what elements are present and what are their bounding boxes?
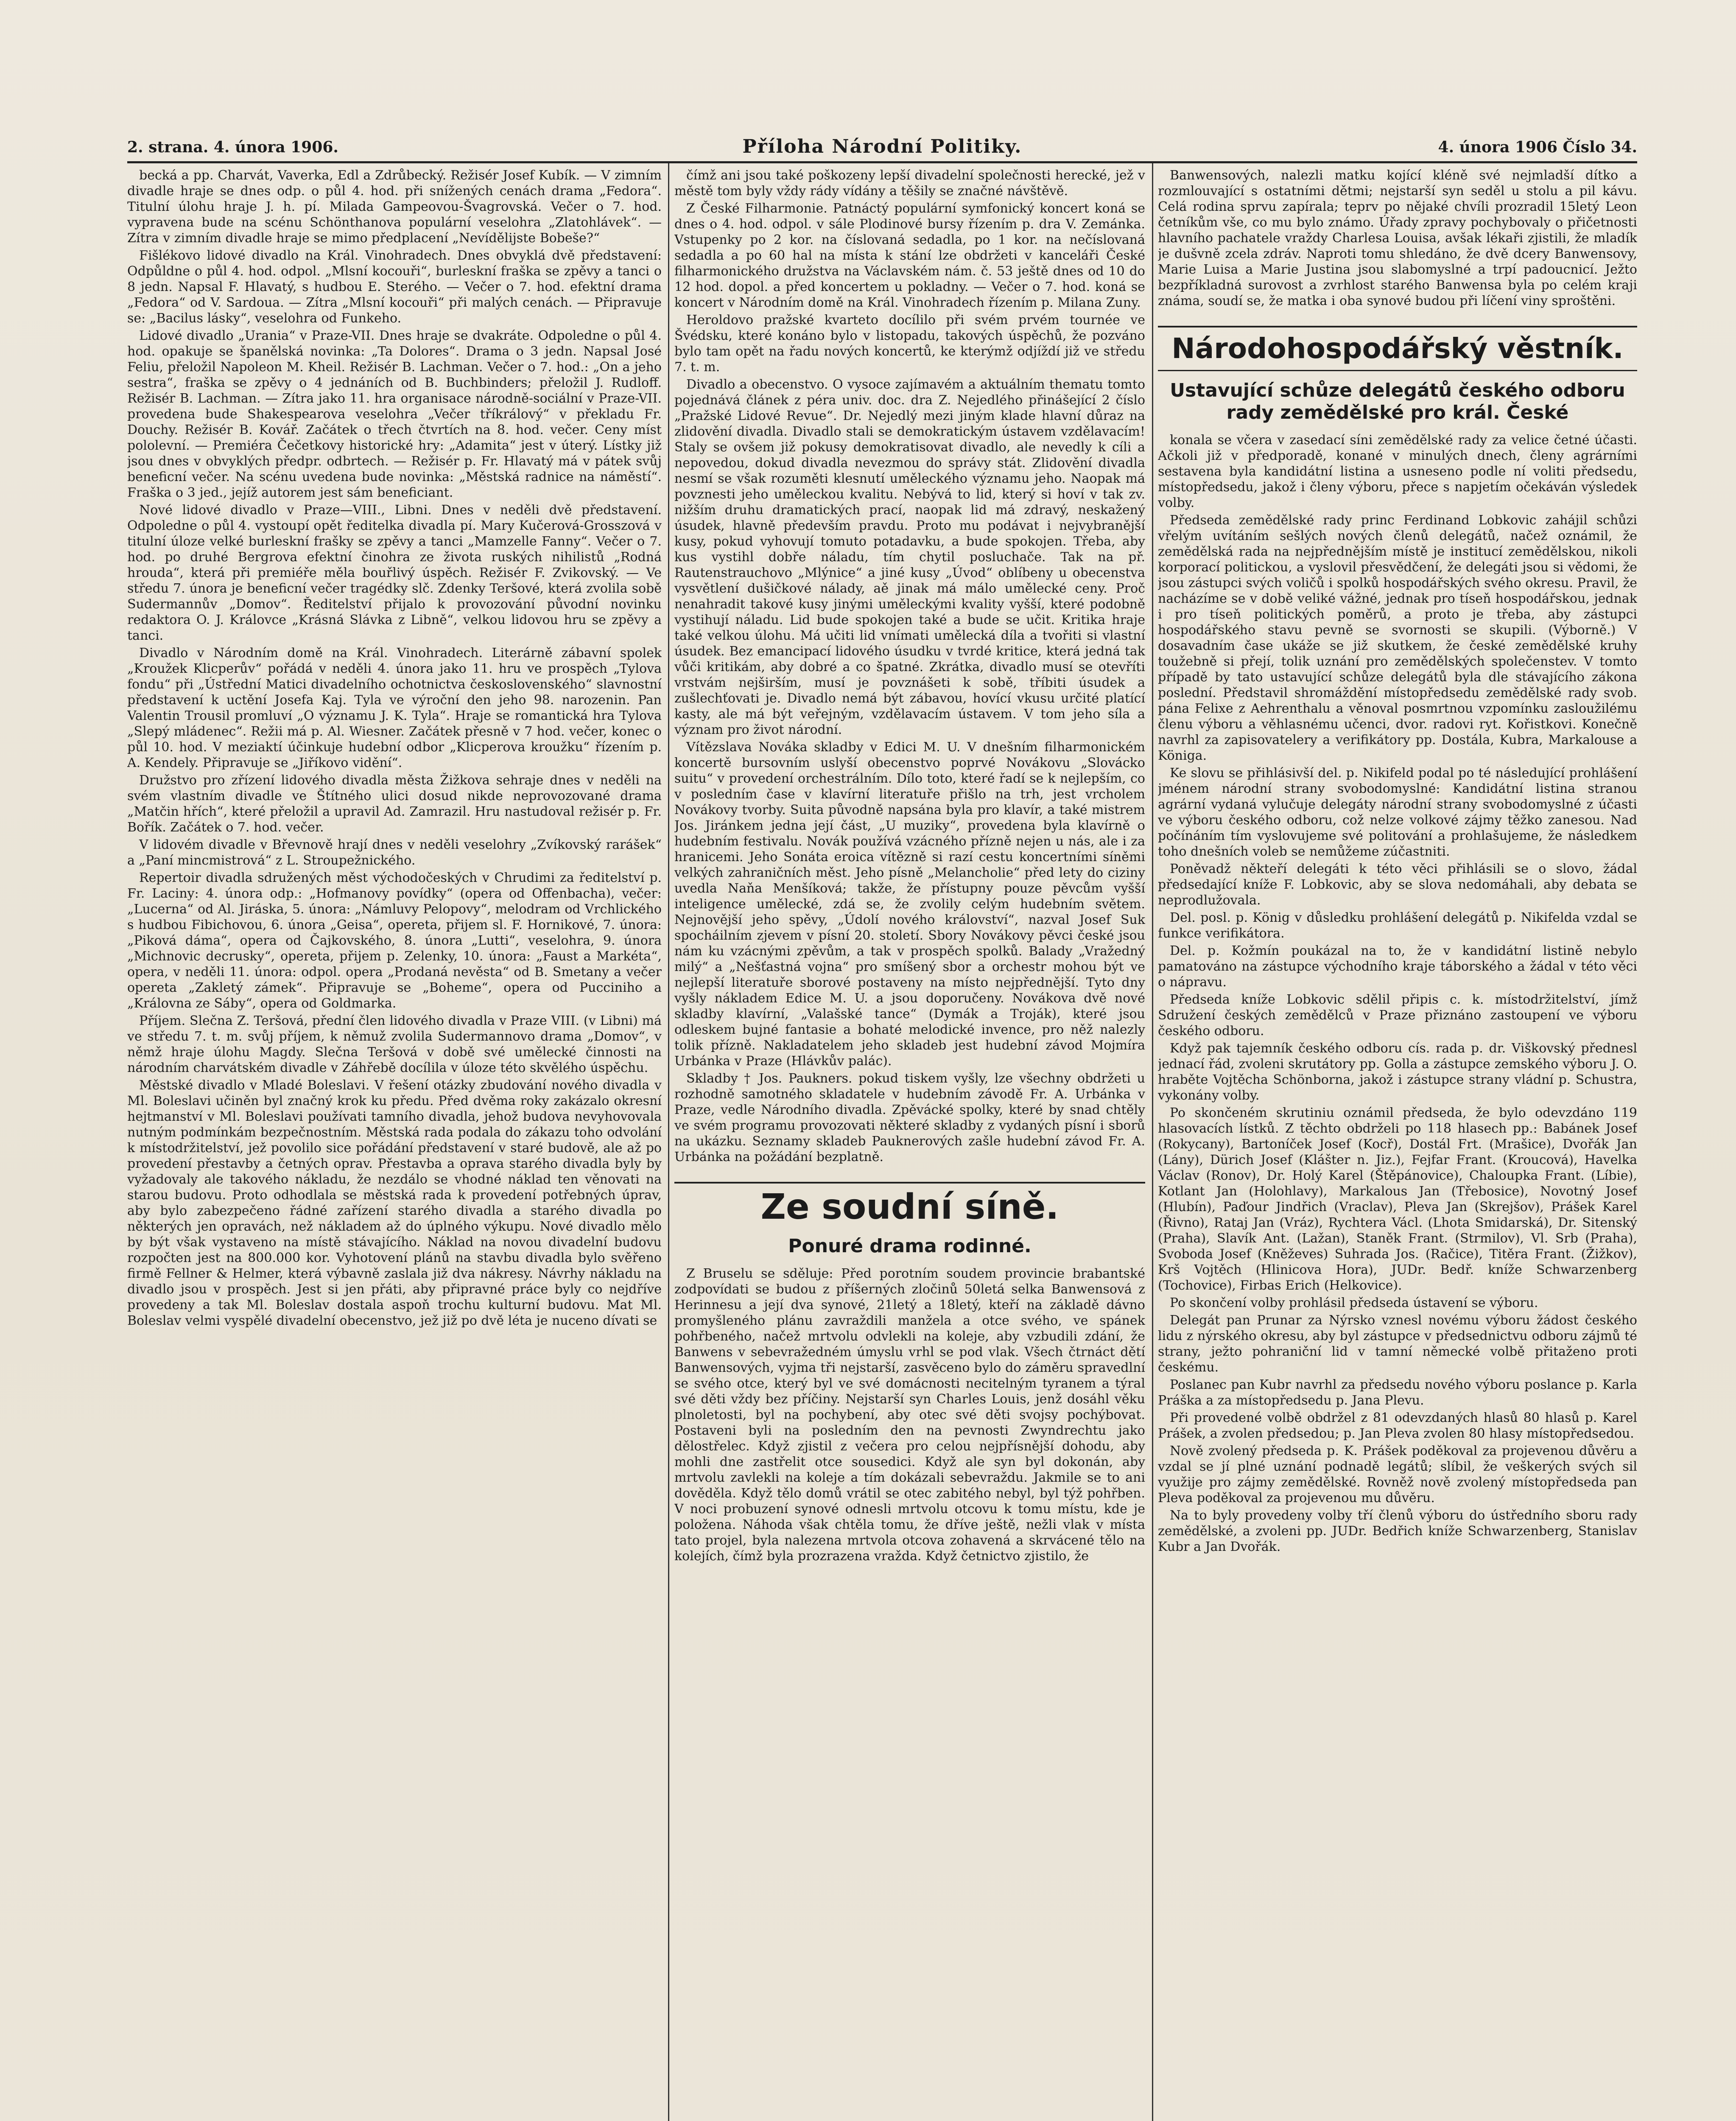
article-paragraph: Předseda zemědělské rady princ Ferdinand Lobkovic zahájil schůzi vřelým uvítáním sešlých nových členů delegátů, načež oznámil, že zemědělská rada na nejpřednějším místě je institucí zemědělskou, nikoli korporací politickou, a vyslovil přesvědčení, že delegáti jsou si vědomi, že jsou zástupci svých voličů i spolků hospodářských svého okresu. Pravil, že nacházíme se v době veliké vážné, jednak pro tíseň hospodářskou, jednak i pro tíseň politických poměrů, a proto je třeba, aby zástupci hospodářského stavu pevně se svornosti se skupili. (Výborně.) V dosavadním čase ukáže se již skutkem, že české zemědělské kruhy toužebně si přejí, tolik uznání pro zemědělských společenstev. V tomto případě by tato ustavující schůze delegátů byla dle stávajícího zákona poslední. Představil shromáždění místopředsedu zemědělské rady svob. pána Felixe z Aehrenthalu a věnoval posmrtnou vzpomínku zasloužilému členu výboru a věhlasnému učenci, dvor. radovi ryt. Kořistkovi. Konečně navrhl za zapisovatelery a verifikátory pp. Dostála, Kubra, Markalouse a Königa. (1158, 513, 1637, 763)
article-paragraph: Poněvadž někteří delegáti k této věci přihlásili se o slovo, žádal předsedající kníže F. Lobkovic, aby se slova nedomáhali, aby debata se neprodlužovala. (1158, 862, 1637, 908)
article-paragraph: Příjem. Slečna Z. Teršová, přední člen lidového divadla v Praze VIII. (v Libni) má ve středu 7. t. m. svůj příjem, k němuž zvolila Sudermannovo drama „Domov“, v němž hraje úlohu Magdy. Slečna Teršová v době své umělecké činnosti na národním charvátském divadle v Záhřebě docílila v úloze této skvělého úspěchu. (127, 1013, 662, 1075)
column-divider (668, 163, 669, 2121)
column-1 (127, 168, 662, 2121)
economic-article-subhead: Ustavující schůze delegátů českého odboru rady zemědělské pro král. České (1170, 380, 1625, 423)
article-paragraph: Z České Filharmonie. Patnáctý populární symfonický koncert koná se dnes o 4. hod. odpol. v sále Plodinové bursy řízením p. dra V. Zemánka. Vstupenky po 2 kor. na číslovaná sedadla, po 1 kor. na nečíslovaná sedadla a po 60 hal na místa k stání lze obdržeti v kanceláři České filharmonického družstva na Václavském nám. č. 53 ještě dnes od 10 do 12 hod. dopol. a před koncertem u pokladny. — Večer o 7. hod. koná se koncert v Národním domě na Král. Vinohradech řízením p. Milana Zuny. (674, 201, 1145, 310)
article-paragraph: Nové lidové divadlo v Praze—VIII., Libni. Dnes v neděli dvě představení. Odpoledne o půl 4. vystoupí opět ředitelka divadla pí. Mary Kučerová-Grosszová v titulní úloze velké burleskní frašky se zpěvy a tanci „Mamzelle Fanny“. Večer o 7. hod. po druhé Bergrova efektní činohra ze života ruských nihilistů „Rodná hrouda“, která při premiéře měla bouřlivý úspěch. Režisér F. Zvikovský. — Ve středu 7. února je beneficní večer tragédky slč. Zdenky Teršové, která zvolila sobě Sudermannův „Domov“. Ředitelství přijalo k provozování původní novinku redaktora O. J. Královce „Krásná Slávka z Libně“, velkou lidovou hru se zpěvy a tanci. (127, 503, 662, 643)
article-paragraph: Vítězslava Nováka skladby v Edici M. U. V dnešním filharmonickém koncertě bursovním uslyší obecenstvo poprvé Novákovu „Slovácko suitu“ v provedení orchestrálním. Dílo toto, které řadí se k nejlepším, co v posledním čase v klavírní literatuře přišlo na trh, jest vrcholem Novákovy tvorby. Suita původně napsána byla pro klavír, a také mistrem Jos. Jiránkem jedna její část, „U muziky“, provedena byla klavírně o hudebním festivalu. Novák používá vzácného přízně nejen u nás, ale i za hranicemi. Jeho Sonáta eroica vítězně si razí cestu koncertními síněmi velkých zahraničních měst. Jeho písně „Melancholie“ před lety do ciziny uvedla Naňa Menšíková; takže, že přístupny pouze pěvcům vyšší inteligence umělecké, zdá se, že zvolily celým hudebním světem. Nejnovější jeho spěvy, „Údolí nového království“, nazval Josef Suk spocháilním zjevem v písní 20. století. Sbory Novákovy pěvci české jsou nám ku vzácnými zpěvům, a tak v prospěch spolků. Balady „Vražedný milý“ a „Nešťastná vojna“ pro smíšený sbor a orchestr mohou být ve nejlepší literatuře sborové postaveny na místo nejpřednější. Tyto dny vyšly nákladem Edice M. U. a jsou doporučeny. Novákova dvě nové skladby klavírní, „Valašské tance“ (Dymák a Troják), které jsou odleskem bujné fantasie a bohaté melodické invence, pro něž nalezly tolik přízně. Nakladatelem jeho skladeb jest hudební závod Mojmíra Urbánka v Praze (Hlávkův palác). (674, 740, 1145, 1069)
article-paragraph: Když pak tajemník českého odboru cís. rada p. dr. Viškovský přednesl jednací řád, zvoleni skrutátory pp. Golla a zástupce zemského výboru J. O. hraběte Vojtěcha Schönborna, jakož i zástupce strany vládní p. Schustra, vykonány volby. (1158, 1041, 1637, 1103)
header-rule (127, 161, 1637, 163)
article-paragraph: Z Bruselu se sděluje: Před porotním soudem provincie brabantské zodpovídati se budou z příšerných zločinů 50letá selka Banwensová z Herinnesu a její dva synové, 21letý a 18letý, kteří na základě dávno promyšleného plánu zavraždili manžela a otce svého, ve spánek pohřbeného, načež mrtvolu odvlekli na koleje, aby vzbudili zdání, že Banwens v sebevražedném úmyslu vrhl se pod vlak. Všech čtrnáct dětí Banwensových, vyjma tři nejstarší, zasvěceno bylo do záměru spravedlní se svého otce, který byl ve své domácnosti necitelným tyranem a týral své děti vždy bez příčiny. Nejstarší syn Charles Louis, jenž dosáhl věku plnoletosti, byl na pochybení, aby otec své děti svojsy pochýbovat. Postaveni byli na posledním den na pevnosti Zwyndrechtu jako dělostřelec. Když zjistil z večera pro celou nejpřísnější dohodu, aby mohli dne zastřelit otce sousedici. Když ale syn byl dokonán, aby mrtvolu zavlekli na koleje a tím dokázali sebevraždu. Jakmile se to ani dověděla. Když tělo domů vrátil se otec zabitého nebyl, byl týž pohřben. V noci probuzení synové odnesli mrtvolu otcovu k tomu místu, kde je položena. Náhoda však chtěla tomu, že dříve ještě, nežli vlak v místa tato projel, byla nalezena mrtvola otcova zohavená a skrvácené tělo na kolejích, čímž byla prozrazena vražda. Když četnictvo zjistilo, že (674, 1266, 1145, 1564)
column-divider (1152, 163, 1153, 2121)
economic-section-heading: Národohospodářský věstník. (1158, 326, 1637, 371)
article-paragraph: Del. posl. p. König v důsledku prohlášení delegátů p. Nikifelda vzdal se funkce verifikátora. (1158, 910, 1637, 941)
article-paragraph: Na to byly provedeny volby tří členů výboru do ústředního sboru rady zemědělské, a zvoleni pp. JUDr. Bedřich kníže Schwarzenberg, Stanislav Kubr a Jan Dvořák. (1158, 1508, 1637, 1554)
article-paragraph: Divadlo v Národním domě na Král. Vinohradech. Literárně zábavní spolek „Kroužek Klicperův“ pořádá v neděli 4. února jako 11. hru ve prospěch „Tylova fondu“ při „Ústřední Matici divadelního ochotnictva československého“ slavnostní představení k uctění Josefa Kaj. Tyla ve výroční den jeho 98. narozenin. Pan Valentin Trousil promluví „O významu J. K. Tyla“. Hraje se romantická hra Tylova „Slepý mládenec“. Režii má p. Al. Wiesner. Začátek přesně v 7 hod. večer, konec o půl 10. hod. V meziaktí účinkuje hudební odbor „Klicperova kroužku“ řízením p. A. Kendely. Připravuje se „Jiříkovo vidění“. (127, 646, 662, 770)
article-paragraph: becká a pp. Charvát, Vaverka, Edl a Zdrůbecký. Režisér Josef Kubík. — V zimním divadle hraje se dnes odp. o půl 4. hod. při snížených cenách drama „Fedora“. Titulní úlohu hraje J. h. pí. Milada Gampeovou-Švagrovská. Večer o 7. hod. vypravena bude na scénu Schönthanova populární veselohra „Zlatohlávek“. — Zítra v zimním divadle hraje se mimo předplacení „Nevídělijste Bobeše?“ (127, 168, 662, 246)
article-paragraph: Fišlékovo lidové divadlo na Král. Vinohradech. Dnes obvyklá dvě představení: Odpůldne o půl 4. hod. odpol. „Mlsní kocouři“, burleskní fraška se zpěvy a tanci o 8 jedn. Napsal F. Hlavatý, s hudbou E. Sterého. — Večer o 7. hod. efektní drama „Fedora“ od V. Sardoua. — Zítra „Mlsní kocouři“ při malých cenách. — Připravuje se: „Bacilus lásky“, veselohra od Funkeho. (127, 248, 662, 326)
article-paragraph: Del. p. Kožmín poukázal na to, že v kandidátní listině nebylo pamatováno na zástupce východního kraje táborského a žádal v této věci o nápravu. (1158, 943, 1637, 990)
article-paragraph: konala se včera v zasedací síni zemědělské rady za velice četné účasti. Ačkoli již v předporadě, konané v minulých dnech, členy agrárními sestavena byla kandidátní listina a usneseno podle ní voliti předsedu, místopředsedu, jakož i členy výboru, přece s napjetím očekáván výsledek volby. (1158, 433, 1637, 510)
article-paragraph: Po skončení volby prohlásil předseda ústavení se výboru. (1170, 1296, 1538, 1310)
column-3 (1158, 168, 1637, 2121)
article-paragraph: Nově zvolený předseda p. K. Prášek poděkoval za projevenou důvěru a vzdal se jí plné uznání podnadě legátů; slíbil, že veškerých svých sil využije pro zájmy zemědělské. Rovněž nově zvolený místopředseda pan Pleva poděkoval za projevenou mu důvěru. (1158, 1444, 1637, 1505)
article-paragraph: Předseda kníže Lobkovic sdělil připis c. k. místodržitelství, jímž Sdružení českých zemědělců v Praze přiznáno zastoupení ve výboru českého odboru. (1158, 992, 1637, 1038)
article-paragraph: Repertoir divadla sdružených měst východočeských v Chrudimi za ředitelství p. Fr. Laciny: 4. února odp.: „Hofmanovy povídky“ (opera od Offenbacha), večer: „Lucerna“ od Al. Jiráska, 5. února: „Námluvy Pelopovy“, melodram od Vrchlického s hudbou Fibichovou, 6. února „Geisa“, opereta, přijem sl. F. Hornikové, 7. února: „Piková dáma“, opera od Čajkovského, 8. února „Lutti“, veselohra, 9. února „Michnovic decrusky“, opereta, přijem p. Zelenky, 10. února: „Faust a Markéta“, opera, v neděli 11. února: odpol. opera „Prodaná nevěsta“ od B. Smetany a večer opereta „Zakletý zámek“. Připravuje se „Boheme“, opera od Pucciniho a „Královna ze Sáby“, opera od Goldmarka. (127, 870, 662, 1011)
article-paragraph: V lidovém divadle v Břevnově hrají dnes v neděli veselohry „Zvíkovský rarášek“ a „Paní mincmistrová“ z L. Stroupežnického. (127, 837, 662, 868)
court-section-heading: Ze soudní síně. (674, 1182, 1145, 1227)
article-paragraph: Městské divadlo v Mladé Boleslavi. V řešení otázky zbudování nového divadla v Ml. Boleslavi učiněn byl značný krok ku předu. Před dvěma roky zakázalo okresní hejtmanství v Ml. Boleslavi používati tamního divadla, jehož budova nevyhovovala nutným podmínkám bezpečnostním. Městská rada podala do zákazu toho odvolání k místodržitelství, jež povolilo sice pořádání představení v staré budově, ale až po provedení přestavby a četných oprav. Přestavba a oprava starého divadla byly by vyžadovaly ale takového nákladu, že nezdálo se vhodné náklad ten věnovati na starou budovu. Proto odhodlala se městská rada k provedení potřebných úprav, aby bylo zabezpečeno řádné zařízení starého divadla a starého divadla po některých jen opravách, než nákladem až do úplného výkupu. Nové divadlo mělo by být však vystaveno na místě stávajícího. Náklad na novou divadelní budovu rozpočten jest na 800.000 kor. Vyhotovení plánů na stavbu divadla bylo svěřeno firmě Fellner & Helmer, která výbavně zaslala již dva nákresy. Návrhy nákladu na divadlo jsou v prospěch. Jest si jen přáti, aby připravné práce byly co nejdříve provedeny a tak Ml. Boleslav dostala aspoň trochu kulturní budovu. Mat Ml. Boleslav velmi vyspělé divadelní obecenstvo, jež již po dvě léta je nuceno dívati se (127, 1078, 662, 1328)
column-2 (674, 168, 1145, 2121)
article-paragraph: Při provedené volbě obdržel z 81 odevzdaných hlasů 80 hlasů p. Karel Prášek, a zvolen předsedou; p. Jan Pleva zvolen 80 hlasy místopředsedou. (1158, 1410, 1637, 1441)
article-paragraph: Banwensových, nalezli matku kojící kléně své nejmladší dítko a rozmlouvající s ostatními dětmi; nejstarší syn seděl u stolu a pil kávu. Celá rodina sprvu zapírala; teprv po nějaké chvíli prozradil 15letý Leon četníkům vše, co mu bylo známo. Úřady zpravy pochybovaly o přičetnosti hlavního pachatele vraždy Charlesa Louisa, avšak lékaři zjistili, že mladík je dušvně zcela zdráv. Naproti tomu shledáno, že dvě dcery Banwensovy, Marie Luisa a Marie Justina jsou slabomyslné a trpí padoucnicí. Ježto bezpříkladná surovost a zvrhlost starého Banwensa byla po celém kraji známa, soudí se, že matka i oba synové budou při líčení viny sproštěni. (1158, 168, 1637, 308)
court-article-subhead: Ponuré drama rodinné. (788, 1235, 1032, 1257)
article-paragraph: Skladby † Jos. Paukners. pokud tiskem vyšly, lze všechny obdržeti u rozhodně samotného skladatele v hudebním závodě Fr. A. Urbánka v Praze, vedle Národního divadla. Zpěvácké spolky, které by snad chtěly ve svém programu provozovati některé skladby z vydaných písní i sborů na ukázku. Seznamy skladeb Pauknerových zašle hudební závod Fr. A. Urbánka na požádání bezplatně. (674, 1071, 1145, 1164)
header-left: 2. strana. 4. února 1906. (127, 138, 338, 156)
article-paragraph: Ke slovu se přihlásivší del. p. Nikifeld podal po té následující prohlášení jménem národní strany svobodomyslné: Kandidátní listina stranou agrární vydaná vylučuje delegáty národní strany svobodomyslné z účasti ve výboru českého odboru, což nelze volkové zájmy těžko zanesou. Nad počínáním tím vyslovujeme své politování a prohlašujeme, že následkem toho dnešních voleb se nemůžeme zúčastniti. (1158, 766, 1637, 859)
article-paragraph: Divadlo a obecenstvo. O vysoce zajímavém a aktuálním thematu tomto pojednává článek z péra univ. doc. dra Z. Nejedlého přinášející 2 číslo „Pražské Lidové Revue“. Dr. Nejedlý mezi jiným klade hlavní důraz na zlidovění divadla. Divadlo stali se demokratickým ústavem vzdělavacím! Staly se ovšem již pokusy demokratisovat divadlo, ale nevedly k cíli a nepovedou, dokud divadla nevezmou do správy stát. Zlidovění divadla nesmí se však rozuměti klesnutí uměleckého významu jeho. Naopak má povznesti jeho uměleckou kvalitu. Nebývá to lid, který si hoví v tak zv. nižším druhu dramatických prací, naopak lid má zdravý, neskažený úsudek, hlavně především pravdu. Proto mu podávat i nejvybranější kusy, pokud vyhovují tomuto potadavku, a bude spokojen. Třeba, aby kus vystihl dobře náladu, tím chytil posluchače. Tak na př. Rautenstrauchovo „Mlýnice“ a jiné kusy „Úvod“ oblíbeny u obecenstva vysvětlení dušičkové nálady, aě jinak má málo umělecké ceny. Proč nenahradit takové kusy jinými uměleckými kvality vyšší, které podobně vystihují náladu. Lid bude spokojen také a bude se učit. Kritika hraje také velkou úlohu. Má učiti lid vnímati umělecká díla a tvořiti si vlastní úsudek. Bez emancipací lidového úsudku v tvrdé kritice, která jedná tak vůči kritikám, aby dobré a co špatné. Zkrátka, divadlo musí se otevříti vrstvám nejširším, musí je povznášeti k sobě, tříbiti úsudek a zušlechťovati je. Divadlo nemá být zábavou, hovící vkusu určité platící kasty, ale má být veřejným, vzdělavacím ústavem. V tom jeho síla a význam pro život národní. (674, 377, 1145, 737)
article-paragraph: Lidové divadlo „Urania“ v Praze-VII. Dnes hraje se dvakráte. Odpoledne o půl 4. hod. opakuje se španělská novinka: „Ta Dolores“. Drama o 3 jedn. Napsal José Feliu, přeložil Napoleon M. Kheil. Režisér B. Lachman. Večer o 7. hod.: „On a jeho sestra“, fraška se zpěvy o 4 jednáních od B. Buchbinders; přeložil J. Rudloff. Režisér B. Lachman. — Zítra jako 11. hra organisace národně-sociální v Praze-VII. provedena bude Shakespearova veselohra „Večer tříkrálový“ v překladu Fr. Douchy. Režisér B. Kovář. Začátek o třech čtvrtích na 8. hod. večer. Ceny míst pololevní. — Premiéra Čečetkovy historické hry: „Adamita“ jest v úterý. Lístky již jsou dnes v obvyklých předpr. odbrtech. — Režisér p. Fr. Hlavatý má v pátek svůj beneficní večer. Na scénu uvedena bude novinka: „Městská radnice na náměstí“. Fraška o 3 jed., jejíž autorem jest sám beneficiant. (127, 328, 662, 500)
header-title: Příloha Národní Politiky. (742, 136, 1022, 157)
page-header (127, 136, 1637, 161)
article-paragraph: Delegát pan Prunar za Nýrsko vznesl novému výboru žádost českého lidu z nýrského okresu, aby byl zástupce v předsednictvu odboru zájmů té strany, ježto pohraniční lid v tamní německé volbě přitaženo proti českému. (1158, 1313, 1637, 1375)
article-paragraph: Poslanec pan Kubr navrhl za předsedu nového výboru poslance p. Karla Práška a za místopředsedu p. Jana Plevu. (1158, 1377, 1637, 1408)
header-right: 4. února 1906 Číslo 34. (1438, 138, 1637, 156)
article-paragraph: Družstvo pro zřízení lidového divadla města Žižkova sehraje dnes v neděli na svém vlastním divadle ve Štítného ulici dosud nikde neprovozované drama „Matčin hřích“, které přeložil a upravil Ad. Zamrazil. Hru nastudoval režisér p. Fr. Bořík. Začátek o 7. hod. večer. (127, 773, 662, 835)
article-paragraph: Po skončeném skrutiniu oznámil předseda, že bylo odevzdáno 119 hlasovacích lístků. Z těchto obdrželi po 118 hlasech pp.: Babánek Josef (Rokycany), Bartoníček Josef (Kocř), Dostál Frt. (Mrašice), Dvořák Jan (Lány), Dürich Josef (Klášter n. Jiz.), Fejfar Frant. (Kroucová), Havelka Václav (Ronov), Dr. Holý Karel (Štěpánovice), Chaloupka Frant. (Líbie), Kotlant Jan (Holohlavy), Markalous Jan (Třebosice), Novotný Josef (Hlubín), Paďour Jindřich (Vraclav), Pleva Jan (Skrejšov), Prášek Karel (Řivno), Rataj Jan (Vráz), Rychtera Václ. (Lhota Smidarská), Dr. Sitenský (Praha), Slavík Ant. (Lažan), Staněk Frant. (Strmilov), Vl. Srb (Praha), Svoboda Josef (Kněževes) Suhrada Jos. (Račice), Titěra Frant. (Žižkov), Krš Vojtěch (Hlinicova Hora), JUDr. Bedř. kníže Schwarzenberg (Tochovice), Firbas Erich (Helkovice). (1158, 1105, 1637, 1293)
article-paragraph: čímž ani jsou také poškozeny lepší divadelní společnosti herecké, jež v městě tom byly vždy rády vídány a těšily se značné návštěvě. (674, 168, 1145, 199)
article-paragraph: Heroldovo pražské kvarteto docílilo při svém prvém tournée ve Švédsku, které konáno bylo v listopadu, takových úspěchů, že pozváno bylo tam opět na řadu nových koncertů, ke kterýmž odjíždí již ve středu 7. t. m. (674, 313, 1145, 375)
